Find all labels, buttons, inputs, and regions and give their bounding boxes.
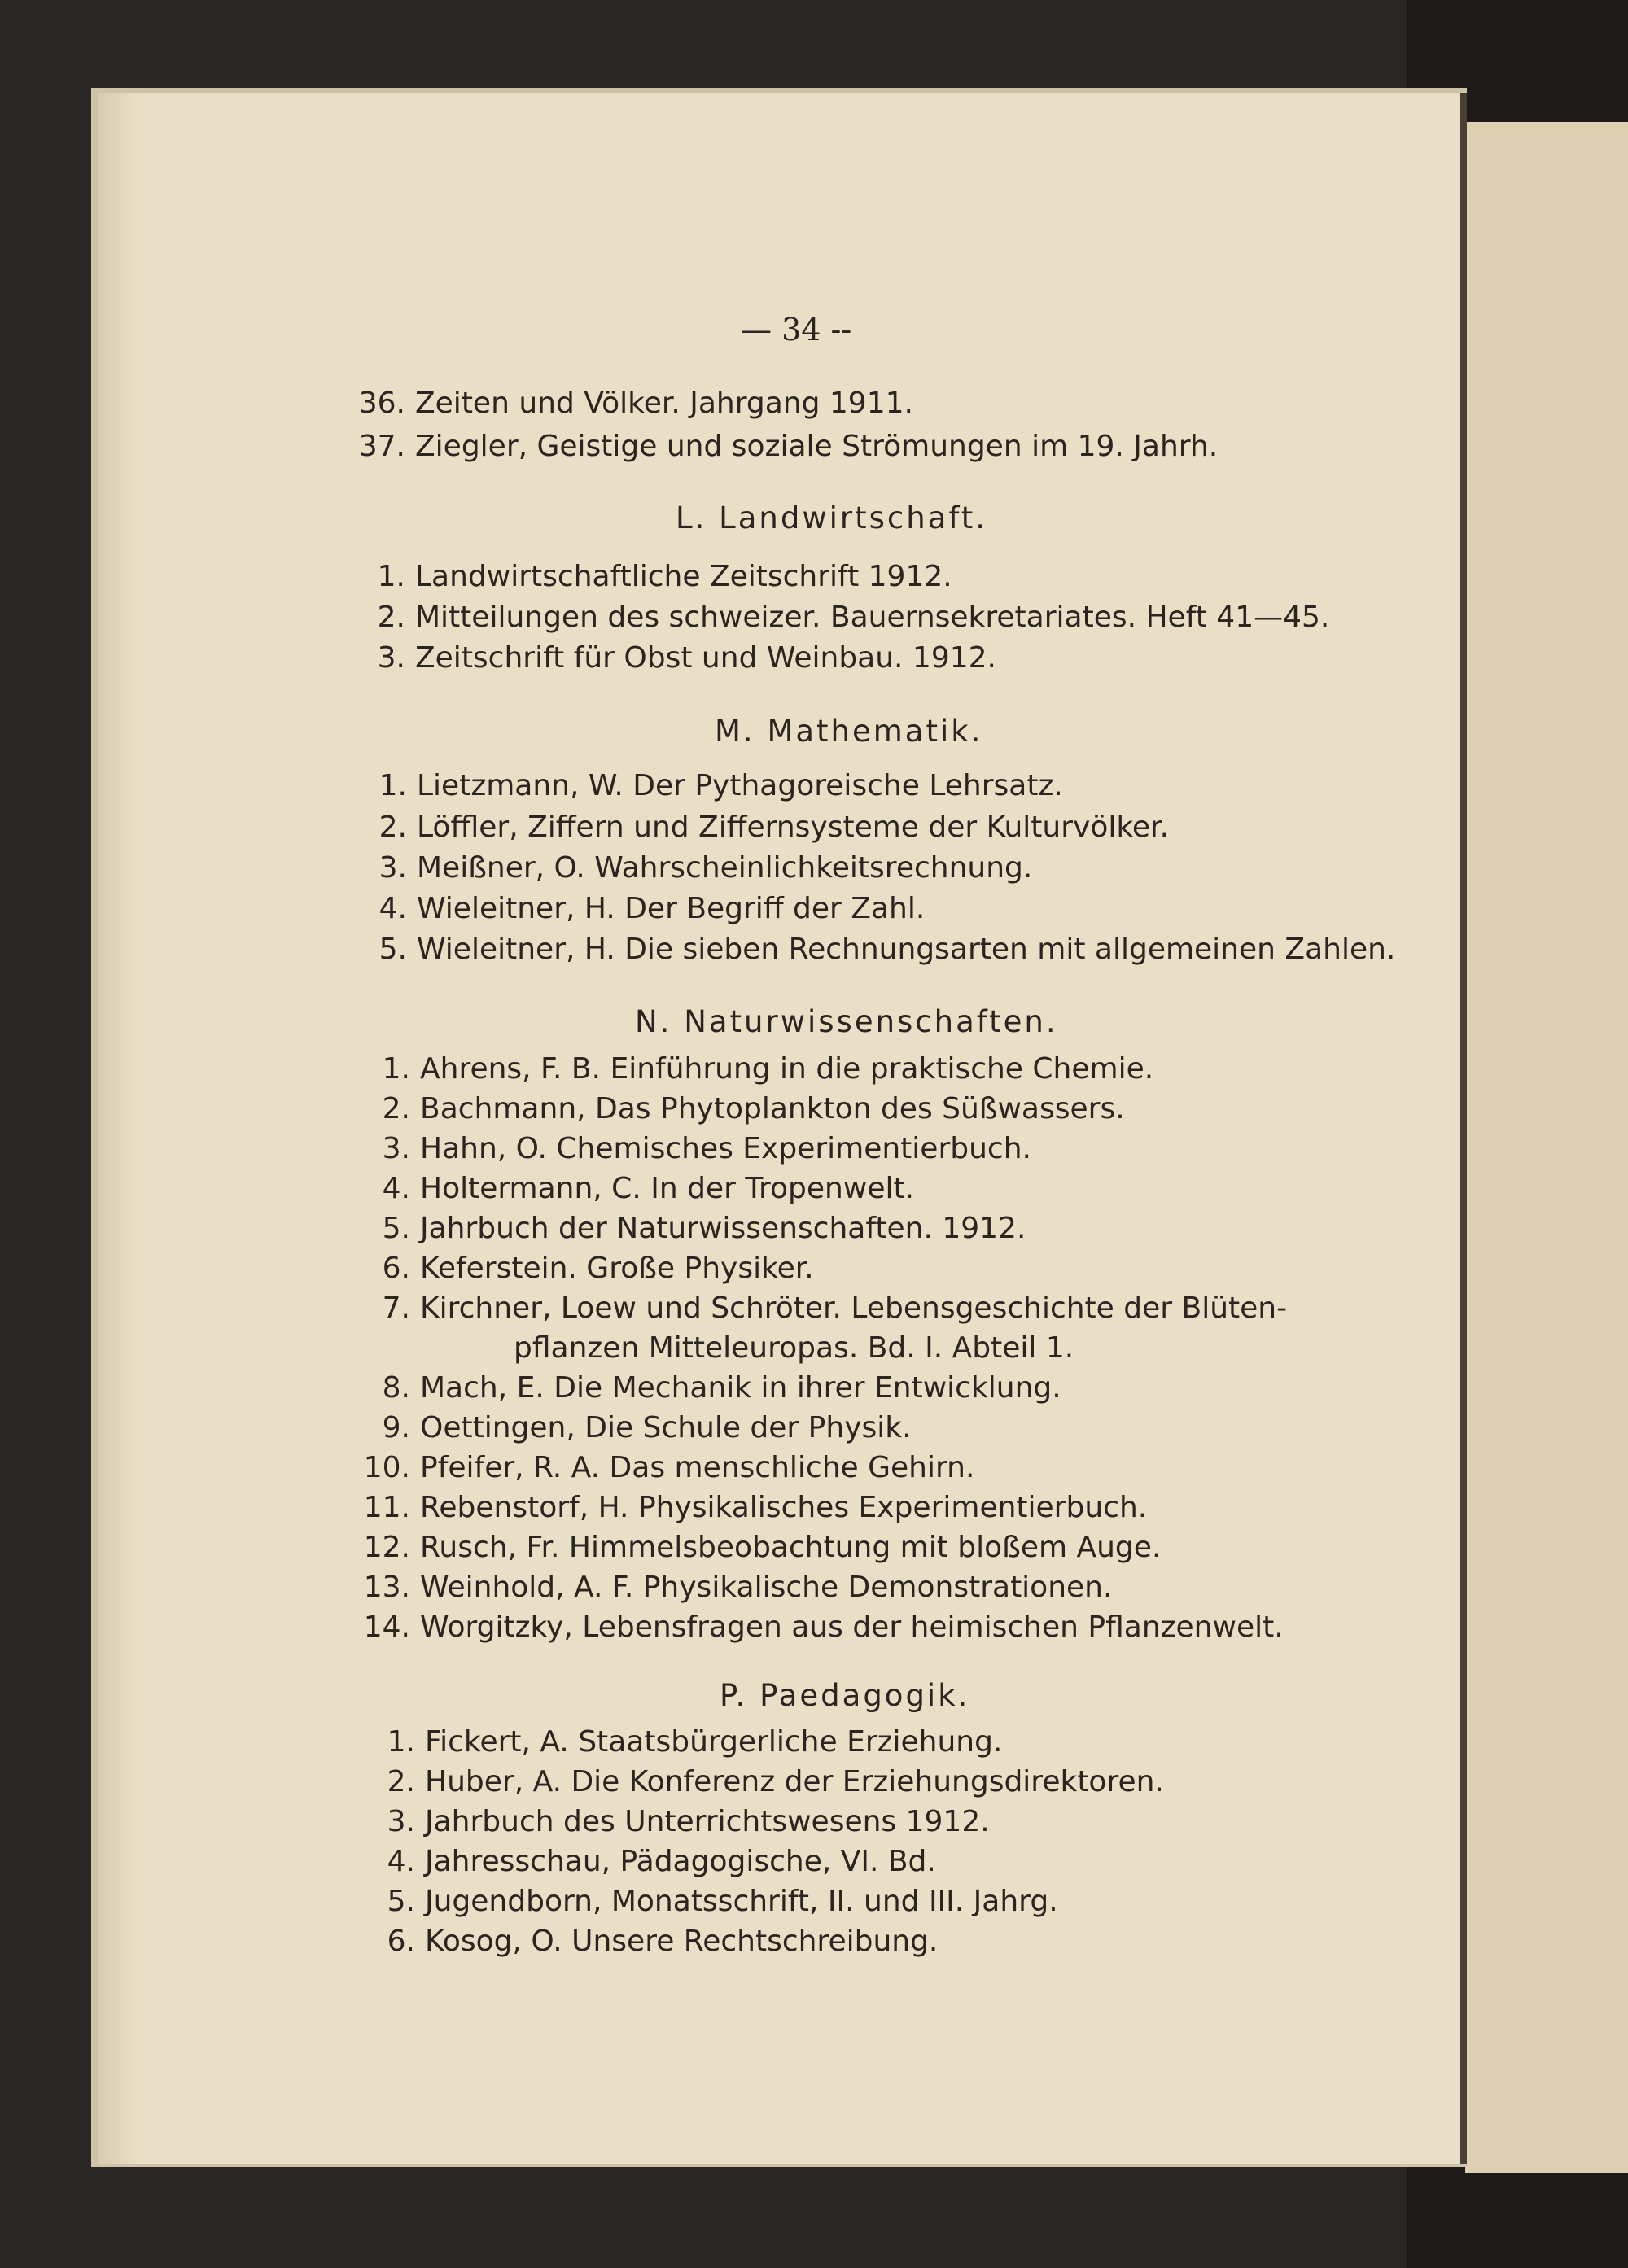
list-item	[353, 1052, 1153, 1086]
list-item	[353, 1531, 1161, 1564]
list-item-continuation	[514, 1331, 1074, 1365]
item-text: Mitteilungen des schweizer. Bauernsekretariates. Heft 41—45.	[415, 601, 1330, 634]
item-number: 12.	[363, 1531, 410, 1564]
list-item	[353, 1371, 1061, 1405]
list-item	[353, 1172, 914, 1205]
item-number: 11.	[363, 1491, 410, 1524]
item-text: Löffler, Ziffern und Ziffernsysteme der Kulturvölker.	[417, 811, 1169, 844]
list-item	[350, 933, 1395, 966]
item-text: Ziegler, Geistige und soziale Strömungen im 19. Jahrh.	[415, 430, 1219, 463]
section-heading: L. Landwirtschaft.	[676, 500, 988, 535]
list-item	[348, 430, 1218, 463]
item-text: Oettingen, Die Schule der Physik.	[420, 1411, 912, 1444]
list-item	[350, 769, 1063, 802]
item-number: 36.	[358, 387, 405, 420]
item-number: 5.	[379, 933, 407, 966]
item-number: 1.	[377, 560, 405, 593]
item-number: 1.	[379, 769, 407, 802]
item-text: Wieleitner, H. Der Begriff der Zahl.	[417, 892, 926, 925]
list-item	[358, 1805, 990, 1838]
list-item	[358, 1925, 938, 1958]
list-item	[348, 641, 996, 675]
list-item	[348, 601, 1329, 634]
item-number: 2.	[387, 1765, 415, 1798]
list-item	[353, 1610, 1284, 1644]
item-number: 4.	[382, 1172, 410, 1205]
item-number: 37.	[358, 430, 405, 463]
item-text: Landwirtschaftliche Zeitschrift 1912.	[415, 560, 952, 593]
item-text: Wieleitner, H. Die sieben Rechnungsarten mit allgemeinen Zahlen.	[417, 933, 1396, 966]
list-item	[353, 1411, 912, 1444]
list-item	[348, 387, 913, 420]
list-item	[350, 851, 1032, 885]
list-item	[358, 1765, 1164, 1798]
item-text: pflanzen Mitteleuropas. Bd. I. Abteil 1.	[514, 1331, 1074, 1365]
item-text: Kosog, O. Unsere Rechtschreibung.	[425, 1925, 939, 1958]
item-number: 2.	[377, 601, 405, 634]
item-number: 6.	[382, 1252, 410, 1285]
item-number: 2.	[382, 1092, 410, 1125]
section-heading: M. Mathematik.	[715, 714, 983, 749]
list-item	[353, 1092, 1125, 1125]
section-heading: P. Paedagogik.	[720, 1678, 970, 1713]
item-number: 9.	[382, 1411, 410, 1444]
item-number: 10.	[363, 1451, 410, 1484]
list-item	[358, 1885, 1058, 1918]
item-text: Ahrens, F. B. Einführung in die praktische Chemie.	[420, 1052, 1154, 1086]
item-text: Lietzmann, W. Der Pythagoreische Lehrsatz.	[417, 769, 1063, 802]
list-item	[353, 1451, 974, 1484]
book-gutter	[1460, 93, 1467, 2164]
list-item	[358, 1725, 1002, 1759]
item-text: Weinhold, A. F. Physikalische Demonstrationen.	[420, 1571, 1113, 1604]
item-number: 6.	[387, 1925, 415, 1958]
item-number: 1.	[382, 1052, 410, 1086]
item-number: 3.	[379, 851, 407, 885]
item-number: 1.	[387, 1725, 415, 1759]
item-number: 2.	[379, 811, 407, 844]
item-number: 3.	[382, 1132, 410, 1165]
list-item	[350, 892, 925, 925]
item-text: Bachmann, Das Phytoplankton des Süßwassers.	[420, 1092, 1125, 1125]
item-text: Meißner, O. Wahrscheinlichkeitsrechnung.	[417, 851, 1033, 885]
item-text: Jahresschau, Pädagogische, VI. Bd.	[425, 1845, 936, 1878]
item-text: Zeitschrift für Obst und Weinbau. 1912.	[415, 641, 996, 675]
item-number: 4.	[379, 892, 407, 925]
list-item	[353, 1132, 1031, 1165]
item-number: 3.	[377, 641, 405, 675]
item-text: Jugendborn, Monatsschrift, II. und III. Jahrg.	[425, 1885, 1058, 1918]
list-item	[353, 1252, 814, 1285]
item-number: 14.	[363, 1610, 410, 1644]
list-item	[353, 1571, 1112, 1604]
item-text: Keferstein. Große Physiker.	[420, 1252, 814, 1285]
item-number: 5.	[382, 1212, 410, 1245]
item-number: 5.	[387, 1885, 415, 1918]
item-number: 8.	[382, 1371, 410, 1405]
item-text: Worgitzky, Lebensfragen aus der heimischen Pflanzenwelt.	[420, 1610, 1284, 1644]
page-number: — 34 --	[741, 312, 852, 347]
item-text: Jahrbuch des Unterrichtswesens 1912.	[425, 1805, 990, 1838]
list-item	[353, 1212, 1026, 1245]
item-text: Mach, E. Die Mechanik in ihrer Entwicklung.	[420, 1371, 1061, 1405]
item-text: Rusch, Fr. Himmelsbeobachtung mit bloßem Auge.	[420, 1531, 1162, 1564]
facing-page	[1465, 122, 1628, 2173]
item-number: 7.	[382, 1291, 410, 1325]
item-text: Rebenstorf, H. Physikalisches Experimentierbuch.	[420, 1491, 1148, 1524]
list-item	[353, 1491, 1147, 1524]
list-item	[348, 560, 952, 593]
item-number: 4.	[387, 1845, 415, 1878]
item-text: Hahn, O. Chemisches Experimentierbuch.	[420, 1132, 1031, 1165]
item-text: Huber, A. Die Konferenz der Erziehungsdirektoren.	[425, 1765, 1164, 1798]
item-number: 3.	[387, 1805, 415, 1838]
list-item	[350, 811, 1169, 844]
item-text: Fickert, A. Staatsbürgerliche Erziehung.	[425, 1725, 1003, 1759]
item-text: Pfeifer, R. A. Das menschliche Gehirn.	[420, 1451, 975, 1484]
page-left-edge	[98, 93, 138, 2164]
list-item	[358, 1845, 936, 1878]
item-text: Holtermann, C. In der Tropenwelt.	[420, 1172, 915, 1205]
item-text: Kirchner, Loew und Schröter. Lebensgeschichte der Blüten-	[420, 1291, 1288, 1325]
item-text: Jahrbuch der Naturwissenschaften. 1912.	[420, 1212, 1026, 1245]
item-number: 13.	[363, 1571, 410, 1604]
list-item	[353, 1291, 1287, 1325]
item-text: Zeiten und Völker. Jahrgang 1911.	[415, 387, 913, 420]
section-heading: N. Naturwissenschaften.	[635, 1004, 1058, 1039]
